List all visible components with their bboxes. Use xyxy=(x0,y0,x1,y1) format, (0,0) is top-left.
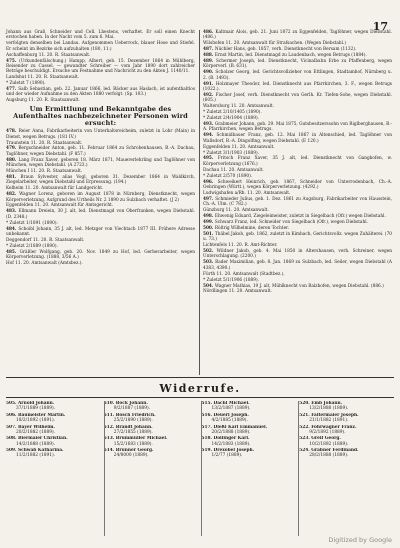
widerruf-name: Brunner Georg. xyxy=(115,448,154,454)
entry-text: Eggenfelden 11. 20. Amtsanwalt für Amtsgericht. xyxy=(6,203,114,209)
entry-text: Fürth 11. 20. Amtsanwalt (Stadtbez.). xyxy=(203,271,285,277)
entry-number: 492. xyxy=(203,92,216,98)
notice-entry xyxy=(6,186,195,191)
widerruf-number: 516. xyxy=(201,412,214,418)
notice-entry xyxy=(203,30,392,41)
widerruf-number: 512. xyxy=(103,424,116,430)
widerruf-detail: 37/1/1889 (1889). xyxy=(16,406,56,412)
notice-entry xyxy=(203,53,392,58)
widerruf-number: 513. xyxy=(103,436,116,442)
notice-entry xyxy=(203,260,392,271)
widerruf-name: Drexobel Joseph. xyxy=(213,448,255,454)
widerruf-detail: 9/2/1892 (1889). xyxy=(309,429,346,435)
entry-text: Salb Sebastian, geb. 22. Januar 1866, led. Bäcker aus Haslach, ist aufenthaltlos und der wieder Aufnahme zu den Akten 1880 verfolgt. (Sp. 103.) xyxy=(6,87,195,98)
widerruf-number: 507. xyxy=(6,424,18,430)
entry-text: Schermer Joseph, led. Dienstknecht, Vicinalbahn Erbe zu Pfaffenberg, wegen Körperverl. (B. 631). xyxy=(203,59,392,70)
widerruf-number: 522. xyxy=(299,424,312,430)
entry-text: Dachau 11. 20. Amtsanwalt. xyxy=(203,167,264,173)
notice-entry xyxy=(203,47,392,52)
widerruf-item xyxy=(299,413,394,424)
entry-text: Grabmeier Johann, geb. 29. Mai 1875, Gutsbesitzerssohn von Riglberghausen, B.-A. Pfarrkirchen, wegen Betrugs. xyxy=(203,122,392,133)
notice-entry xyxy=(6,244,195,249)
entry-text: Aschaffenburg 11. 20. R. Staatsanwalt. xyxy=(6,52,91,58)
entry-text: Nüchler Hans, geb. 1857, verh. Dienstknecht von Bersam (1132). xyxy=(214,47,357,53)
entry-text: Holzmayer Theodor, led. Dienstknecht aus Pfarrkirchen, 3. F., wegen Betrugs (1022.). xyxy=(203,81,392,92)
entry-number: 499. xyxy=(203,220,215,225)
entry-text: * Zuletzt 2/1889 (1890). xyxy=(6,243,58,249)
entry-text: Schoibl Johann, 35 J. alt, led. Metzger von Viechtach 1877 III. Frühere Adresse unbekannt. xyxy=(6,226,195,237)
widerruf-detail: 25/2/1890 (1889). xyxy=(113,418,153,424)
widerruf-item xyxy=(6,448,101,459)
entry-text: Gräßler Wolfgang, geb. 20. Nov. 1849 zu Hof, led. Gerberarbeiter, wegen Körperverletzung. (1888, 3/56 A.) xyxy=(6,249,195,261)
column-divider xyxy=(199,30,200,375)
notice-entry xyxy=(6,238,195,243)
entry-text: * Zuletzt 7 (1890). xyxy=(6,81,46,87)
notice-entry xyxy=(203,174,392,179)
notice-entry xyxy=(203,278,392,283)
notice-entry xyxy=(203,122,392,133)
notice-entry xyxy=(6,75,195,80)
entry-text: Hof 11. 20. Amtsanwalt (Amtsbez.). xyxy=(6,261,83,267)
notice-entry xyxy=(203,272,392,277)
entry-text: Lang Franz Xaver, geboren 18. März 1871, Mauererlehrling und Taglöhner von München, wegen Diebstahl. (A 2723.) xyxy=(6,157,195,169)
widerruf-item xyxy=(6,436,101,447)
entry-number: 489. xyxy=(203,59,216,65)
notice-entry xyxy=(203,243,392,248)
notice-entry xyxy=(203,191,392,196)
entry-text: Traunstein 11. 20. R. Staatsanwalt. xyxy=(6,140,83,146)
widerruf-detail: 20/2/1888 (1889). xyxy=(211,429,251,435)
widerruf-item xyxy=(202,448,297,459)
widerruf-detail: 27/2/1855 (1889). xyxy=(113,429,153,435)
entry-text: Schmidbauer Franz, geb. 12. Mai 1867 in Altenschied, led. Taglöhner von Wallsdorf, B.-A. Dingolfing, wegen Diebstahl. (E 120.) xyxy=(203,133,392,144)
notice-entry xyxy=(6,169,195,174)
widerruf-number: 511. xyxy=(103,412,116,418)
list-divider xyxy=(298,401,299,536)
section-title: Widerrufe. xyxy=(159,382,241,395)
notice-entry xyxy=(203,133,392,144)
widerruf-name: Föhrwagner Franz. xyxy=(311,424,357,430)
entry-text: Thäbel Jakob, geb. 1862, zuletzt in Kimbach, Gerichtsvollz. wegen Zuhälterei. (70 u. 73.) xyxy=(203,231,392,243)
notice-entry xyxy=(6,87,195,98)
widerruf-detail: 13/2/1888 (1889). xyxy=(309,406,349,412)
widerruf-name: Brummüller Michael. xyxy=(115,436,168,442)
notice-entry xyxy=(203,232,392,243)
notice-entry xyxy=(203,168,392,173)
widerruf-name: Faltermaier Joseph. xyxy=(311,412,359,418)
entry-number: 490. xyxy=(203,70,216,76)
entry-number: 485. xyxy=(6,249,20,255)
widerrufe-list xyxy=(6,401,394,538)
notice-entry xyxy=(203,156,392,167)
entry-number: 481. xyxy=(6,174,21,180)
entry-number: 503. xyxy=(203,260,216,266)
entry-text: Landshut 11. 20. R. Staatsanwalt. xyxy=(6,75,80,81)
entry-text: Schweikert Heinrich, geb. 1867, Schneider von Unterrodenbach, Ch.-A. Oehringen (Württ.), wegen Körperverletzung. (4292.) xyxy=(203,179,392,190)
widerruf-name: Arnold Johann. xyxy=(17,401,55,406)
widerruf-name: Grabner Ferdinand. xyxy=(311,448,359,454)
notice-entry xyxy=(6,141,195,146)
notice-entry xyxy=(6,158,195,169)
entry-text: Wagner Lorenz, geboren im August 1878 in Nürnberg, Dienstknecht, wegen Körperverletzung. Aufgrund des Urtheils Nr. 2 1890 zu Sulzbach verhaftet. (J 2) xyxy=(6,192,195,203)
widerruf-name: Schwab Katharina. xyxy=(17,448,64,454)
entry-text: Braun Sylvester, alias Vogl, geboren 31. Dezember 1864 in Waldkirch, Ziegelarbeiter, wegen Diebstahl und Erpressung. (194.) xyxy=(6,174,195,186)
entry-text: Scholzer Georg, led. Gerichtsvollzieher von Ettlingen, Stadtamhof, Nürnberg u. 2. (B. 1493). xyxy=(203,70,392,81)
entry-text: * Zuletzt 3/1/1903 (1889). xyxy=(203,150,259,156)
entry-text: Ellmann Dreiein, 30 J. alt, led. Dienstmagd von Oberfranken, wegen Diebstahl. (D. 2348.) xyxy=(6,209,195,220)
entry-text: Ehwenig Eduard, Ziegeleimeister, zuletzt in Siegelbach (Ofr.) wegen Diebstahl. xyxy=(214,214,386,220)
widerruf-item xyxy=(104,413,199,424)
entry-text: * Zuletzt 2/4/1904 (1889). xyxy=(203,116,259,122)
entry-text: Kelheim 11. 20. Amtsanwalt für Landgericht. xyxy=(6,186,104,192)
entry-text: * Zuletzt 2/10/1405 (1890). xyxy=(203,110,262,116)
entry-number: 488. xyxy=(203,53,215,59)
notice-entry xyxy=(203,214,392,219)
widerruf-item xyxy=(104,448,199,459)
entry-text: Nördlingen 11. 20. Amtsanwalt. xyxy=(203,289,272,295)
entry-number: 493. xyxy=(203,122,215,128)
notice-entry xyxy=(6,30,195,41)
entry-number: 475. xyxy=(6,58,20,64)
entry-text: Deggendorf 11. 20. R. Staatsanwalt. xyxy=(6,237,85,243)
widerruf-number: 521. xyxy=(299,412,312,418)
entry-text: Günzburg 11. 20. Amtsanwalt. xyxy=(203,208,269,214)
widerruf-detail: 4/2/1885 (1889). xyxy=(211,418,248,424)
widerruf-detail: 28/2/1888 (1889). xyxy=(309,453,349,459)
entry-text: Johann aus Graß, Schneider und Cell. Lhestens, verhaftet. Er soll einen Knecht erstochen haben. In der Nacht vom 5. zum 6. Mai. xyxy=(6,30,195,41)
notice-entry xyxy=(6,81,195,86)
notice-entry xyxy=(203,145,392,150)
widerruf-item xyxy=(104,425,199,436)
entry-text: Wilshofen 11. 20. Amtsanwalt für Strafsachen. (Wegen Diebstahl.) xyxy=(203,41,347,47)
widerruf-item xyxy=(6,401,101,412)
entry-text: verfolgten denselben bei Landau. Aufgenommen Ueberrock, blauer Hose und Stiefel. Er scheint im Bezirke sich aufzuhalten (180, 11.) xyxy=(6,41,195,52)
widerruf-item xyxy=(299,401,394,412)
notice-entry xyxy=(203,180,392,191)
entry-number: 487. xyxy=(203,47,215,53)
entry-number: 501. xyxy=(203,231,215,237)
widerruf-number: 510. xyxy=(103,401,116,406)
notice-entry xyxy=(203,41,392,46)
widerruf-name: Bayer Wilhelm. xyxy=(17,424,55,430)
widerruf-name: Brandt Johann. xyxy=(115,424,153,430)
notice-entry xyxy=(203,151,392,156)
notice-entry xyxy=(203,208,392,213)
widerruf-number: 505. xyxy=(6,401,18,406)
widerruf-name: Dachl Michael. xyxy=(213,401,250,406)
widerruf-number: 508. xyxy=(6,436,18,442)
widerruf-item xyxy=(202,425,297,436)
widerruf-item xyxy=(6,425,101,436)
widerruf-column xyxy=(299,401,394,538)
notice-entry xyxy=(6,59,195,75)
notice-entry xyxy=(203,116,392,121)
entry-text: Ludwigshafen a/Rh. 11. 20. Amtsanwalt. xyxy=(203,190,291,196)
widerruf-detail: 14/2/1883 (1889). xyxy=(211,441,251,447)
notice-entry xyxy=(203,220,392,225)
entry-number: 486. xyxy=(203,30,216,35)
widerruf-column xyxy=(104,401,199,538)
widerruf-number: 518. xyxy=(201,436,214,442)
section-divider-bottom xyxy=(6,397,394,398)
entry-number: 504. xyxy=(203,283,215,289)
notice-entry xyxy=(203,82,392,93)
notice-entry xyxy=(6,41,195,52)
entry-number: 482. xyxy=(6,192,20,198)
entry-text: Ernst Martin, led. Dienstmagd zu Laudenbach, wegen Betrugs (1884). xyxy=(214,53,367,59)
widerruf-name: Dießl Karl Emmanuel. xyxy=(213,424,268,430)
widerruf-detail: 10/2/1892 (1889). xyxy=(309,441,349,447)
entry-number: 498. xyxy=(203,214,215,220)
notice-heading: Um Ermittlung und Bekanntgabe des Aufenthaltes nachbezeichneter Personen wird ersucht: xyxy=(13,104,188,128)
entry-text: München I 11. 20. R. Staatsanwalt. xyxy=(6,169,83,175)
page-number: 17 xyxy=(372,20,388,33)
widerruf-name: Bösch Friedrich. xyxy=(115,412,156,418)
entry-number: 500. xyxy=(203,225,215,231)
notice-entry xyxy=(6,203,195,208)
notice-entry xyxy=(203,197,392,208)
widerruf-number: 514. xyxy=(103,448,116,454)
entry-text: * Zuletzt 2/570 (1890). xyxy=(203,173,253,179)
section-divider-top xyxy=(6,377,394,378)
entry-text: Fritsch Franz Xaver, 35 J. alt, led. Dienstknecht von Gangkofen, w. Körperverletzung (1676.) xyxy=(203,156,392,167)
left-column xyxy=(6,30,195,267)
entry-number: 497. xyxy=(203,196,216,202)
widerruf-number: 509. xyxy=(6,448,18,454)
notice-entry xyxy=(203,93,392,104)
widerruf-detail: 18/2/1892 (1891). xyxy=(16,418,56,424)
entry-number: 483. xyxy=(6,209,19,215)
notice-entry xyxy=(203,104,392,109)
entry-text: Schwarz Franz, led. Schneider von Siegelbach (Ofr.), wegen Diebstahl. xyxy=(214,220,368,225)
widerruf-number: 523. xyxy=(299,436,312,442)
notice-entry xyxy=(6,98,195,103)
notice-entry xyxy=(203,289,392,294)
entry-number: 496. xyxy=(203,179,218,185)
entry-number: 494. xyxy=(203,133,217,139)
notice-entry xyxy=(203,249,392,260)
widerruf-detail: 14/2/1888 (1889). xyxy=(16,441,56,447)
widerruf-number: 520. xyxy=(299,401,312,406)
entry-text: Lichtenfels 11. 20. R. Amt-Richter. xyxy=(203,243,278,249)
entry-number: 484. xyxy=(6,226,19,232)
entry-text: Bergschneider Anton, geb. 11. Februar 1864 zu Schrobenhausen, B.-A. Dachau, Taglöhner, wegen Diebstahl. (F 857.) xyxy=(6,146,195,157)
notice-entry xyxy=(203,226,392,231)
right-column xyxy=(203,30,392,295)
notice-entry xyxy=(6,129,195,140)
notice-entry xyxy=(6,250,195,261)
entry-text: Kaltmair Alois, geb. 21. Juni 1872 zu Eggenfelden, Taglöhner, wegen Diebstahl. (486.) xyxy=(203,30,392,41)
notice-entry xyxy=(6,221,195,226)
notice-entry xyxy=(203,110,392,115)
notice-entry xyxy=(203,59,392,70)
widerruf-item xyxy=(299,448,394,459)
entry-text: Schmieder Julius, geb. 1. Dez. 1861 zu Augsburg, Fabrikarbeiter von Hausstein, Ch.-A. Ulm. (C 782.) xyxy=(203,196,392,208)
widerruf-detail: 21/1/1882 (1891). xyxy=(309,418,349,424)
widerruf-item xyxy=(104,436,199,447)
widerruf-number: 506. xyxy=(6,412,18,418)
notice-entry xyxy=(203,70,392,81)
widerruf-detail: 15/2/1683 (1889). xyxy=(113,441,153,447)
notice-entry xyxy=(6,227,195,238)
entry-number: 477. xyxy=(6,87,19,92)
widerruf-detail: 11/2/1882 (1891). xyxy=(16,453,56,459)
widerruf-detail: 1/2/77 (1889). xyxy=(211,453,243,459)
widerruf-detail: 24/8000 (1889). xyxy=(113,453,149,459)
entry-text: Eggenfelden 11. 20. Amtsanwalt. xyxy=(203,144,275,150)
widerruf-name: Biermaier Christian. xyxy=(17,436,68,442)
watermark: Digitized by Google xyxy=(328,536,392,544)
notice-entry xyxy=(6,53,195,58)
entry-number: 495. xyxy=(203,156,218,162)
entry-number: 479. xyxy=(6,146,19,152)
widerruf-number: 515. xyxy=(201,401,214,406)
entry-text: (Urkundenfälschung.) Hampp, Albert, geb. 15. Dezember 1864 in Mühlberg, Reisender zu Cassel. — gewandter Schreiber — vom Jahr 1890 dort zahlreicher Beträge beschuldigt. Ersuche um Festnahme und Nachricht zu den Akten J. 1140/11. xyxy=(6,58,195,75)
entry-text: Fischer Josef, verh. Dienstknecht von Gerlh. Kr. Tiefen-Sohe, wegen Diebstahl. (605.) xyxy=(203,92,392,104)
notice-entry xyxy=(6,146,195,157)
notice-entry xyxy=(6,192,195,203)
entry-number: 478. xyxy=(6,129,19,135)
widerruf-column xyxy=(202,401,297,538)
entry-text: Wagner Mathias, 19 J. alt, Mühlknecht von Balzhofen, wegen Diebstahl. (886.) xyxy=(214,283,384,289)
widerruf-item xyxy=(202,436,297,447)
entry-text: * Zuletzt 5/1/1906 (1889). xyxy=(203,277,259,283)
notice-entry xyxy=(203,284,392,289)
entry-number: 480. xyxy=(6,157,19,163)
widerruf-detail: 13/2/1887 (1889). xyxy=(211,406,251,412)
entry-text: Augsburg 11. 20. R. Staatsanwalt. xyxy=(6,98,80,104)
widerruf-item xyxy=(6,413,101,424)
widerruf-name: Bock Johann. xyxy=(115,401,148,406)
widerruf-name: Emb Johann. xyxy=(311,401,343,406)
entry-text: Rößrig Wilhelmine, deren Tochter. xyxy=(214,225,290,231)
widerruf-item xyxy=(104,401,199,412)
notice-entry xyxy=(6,209,195,220)
widerruf-name: Greif Georg. xyxy=(311,436,341,442)
entry-number: 502. xyxy=(203,249,217,255)
widerruf-number: 517. xyxy=(201,424,214,430)
entry-text: Wildner Jakob, geb. 4. Mai 1850 in Altershausen, verh. Schreiner, wegen Unterschlagung. (2200.) xyxy=(203,249,392,260)
entry-text: Waltersburg 11. 20. Amtsanwalt. xyxy=(203,104,274,110)
widerruf-item xyxy=(202,413,297,424)
notice-entry xyxy=(6,175,195,186)
widerruf-item xyxy=(299,425,394,436)
widerruf-name: Baumeister Martin. xyxy=(17,412,66,418)
entry-text: * Zuletzt 1/1891 (1890). xyxy=(6,220,58,226)
list-divider xyxy=(104,401,105,536)
widerruf-name: Deuerl Joseph. xyxy=(213,412,249,418)
widerruf-detail: 20/2/1882 (1889). xyxy=(16,429,56,435)
widerruf-detail: 9/2/1887 (1889). xyxy=(113,406,151,412)
notice-entry xyxy=(6,261,195,266)
list-divider xyxy=(201,401,202,536)
entry-text: Reier Anna, Fabrikarbeiterin von Unterhaltsreicheim, zuletzt in Lohr (Main) in Dienst, wegen Betrugs. (181 IV.) xyxy=(6,129,195,140)
widerruf-name: Dollinger Karl. xyxy=(213,436,250,442)
widerruf-number: 524. xyxy=(299,448,312,454)
widerruf-column xyxy=(6,401,101,538)
widerruf-item xyxy=(202,401,297,412)
widerruf-number: 519. xyxy=(201,448,214,454)
entry-text: Bader Maximilian, geb. 8. Jan. 1869 zu Sulzbach, led. Seiler, wegen Diebstahl (A 4383, 4390.) xyxy=(203,260,392,271)
widerruf-item xyxy=(299,436,394,447)
entry-number: 491. xyxy=(203,81,216,87)
